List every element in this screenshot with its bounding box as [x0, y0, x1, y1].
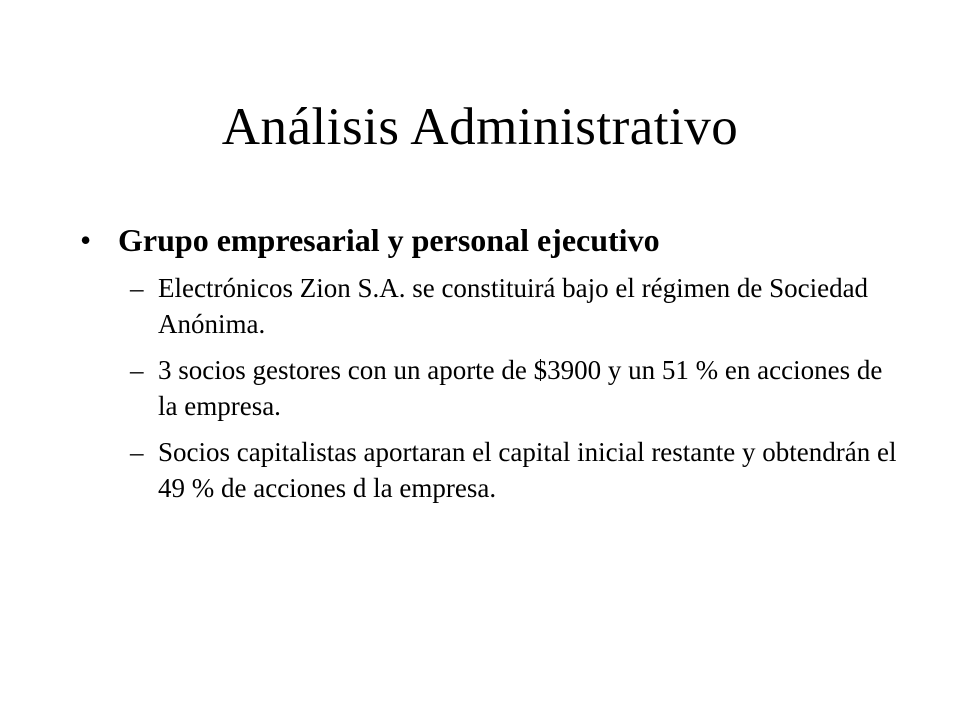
sub-item-text: Electrónicos Zion S.A. se constituirá bajo el régimen de Sociedad Anónima. [158, 273, 869, 339]
sub-item-text: 3 socios gestores con un aporte de $3900 y un 51 % en acciones de la empresa. [158, 355, 883, 421]
sub-item-marker: – [130, 355, 144, 385]
sub-item-marker: – [130, 437, 144, 467]
slide-title: Análisis Administrativo [221, 98, 739, 156]
bullet-heading: Grupo empresarial y personal ejecutivo [118, 222, 660, 258]
bullet-marker: • [80, 222, 92, 258]
bullet-item [80, 218, 900, 262]
sub-item-marker: – [130, 273, 144, 303]
sub-item-text: Socios capitalistas aportaran el capital inicial restante y obtendrán el 49 % de acciones d la empresa. [158, 437, 897, 503]
